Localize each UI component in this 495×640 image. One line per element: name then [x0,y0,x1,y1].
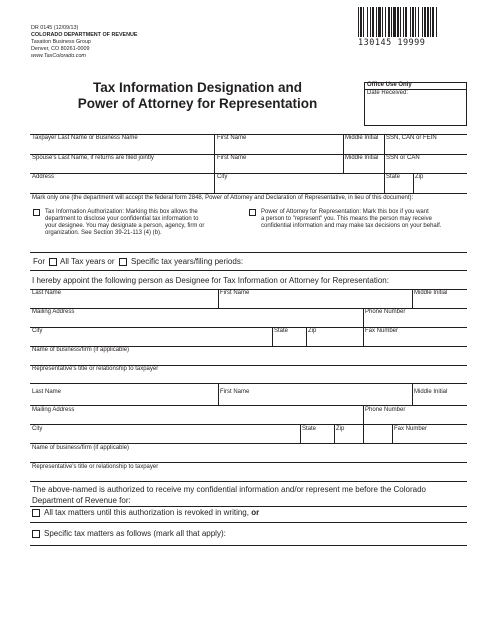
all-tax-matters-text: All tax matters until this authorization is revoked in writing, [44,508,249,517]
barcode-number: 130145 19999 [358,38,426,48]
rep2-zip-label: Zip [336,426,345,432]
rep2-mailing-label: Mailing Address [32,407,75,413]
spouse-first-name-label: First Name [217,155,247,161]
tia-text-line3: your designee. You may designate a person, agency, firm or [45,223,205,229]
specific-tax-years-checkbox[interactable] [119,258,127,266]
rep1-city-field[interactable] [30,328,272,346]
taxpayer-last-name-label: Taxpayer Last Name or Business Name [32,135,138,141]
department-name: COLORADO DEPARTMENT OF REVENUE [31,32,138,38]
taxpayer-address-label: Address [32,174,55,180]
rep2-phone-label: Phone Number [365,407,406,413]
group-name: Taxation Business Group [31,39,91,45]
taxpayer-zip-label: Zip [415,174,424,180]
tia-text-line2: department to disclose your confidential tax information to [45,216,199,222]
poa-text-line2: a person to "represent" you. This means the person may receive [261,216,432,222]
rep1-last-name-label: Last Name [32,290,62,296]
spouse-last-name-label: Spouse's Last Name, if returns are filed jointly [32,155,154,161]
taxpayer-city-label: City [217,174,228,180]
rep2-city-label: City [32,426,43,432]
taxpayer-middle-initial-label: Middle Initial [345,135,379,141]
poa-text-line3: confidential information and may make tax decisions on your behalf. [261,223,442,229]
taxpayer-ssn-label: SSN, CAN or FEIN [386,135,437,141]
rep2-state-label: State [302,426,317,432]
taxpayer-address-field[interactable] [30,174,214,193]
poa-text-line1: Power of Attorney for Representation: Mark this box if you want [261,209,429,215]
rep1-city-label: City [32,328,43,334]
spouse-middle-initial-label: Middle Initial [345,155,379,161]
tia-text-line1: Tax Information Authorization: Marking this box allows the [45,209,198,215]
page-title-line1: Tax Information Designation and [92,80,302,95]
specific-tax-matters-label: Specific tax matters as follows (mark all that apply): [44,529,226,538]
authorization-statement-line2: Department of Revenue for: [32,496,131,505]
rep2-title-label: Representative's title or relationship to taxpayer [32,464,159,470]
rep1-fax-label: Fax Number [365,328,399,334]
rep1-title-label: Representative's title or relationship to taxpayer [32,366,159,372]
rep2-mailing-field[interactable] [30,406,363,424]
tia-text-line4: organization. See Section 39-21-113 (4) (b). [45,230,162,236]
rep1-first-name-label: First Name [220,290,250,296]
tax-information-authorization-checkbox[interactable] [33,209,40,216]
page-title-line2: Power of Attorney for Representation [77,96,318,111]
all-tax-matters-checkbox[interactable] [32,509,40,517]
rep1-business-label: Name of business/firm (if applicable) [32,347,130,353]
rep1-state-label: State [274,328,289,334]
rep1-mailing-label: Mailing Address [32,309,75,315]
date-received-label: Date Received: [367,90,409,96]
rep2-last-name-label: Last Name [32,389,62,395]
barcode [356,7,468,37]
taxpayer-city-field[interactable] [215,174,384,193]
all-tax-years-checkbox[interactable] [49,258,57,266]
specific-tax-years-input[interactable] [262,255,466,269]
office-use-heading: Office Use Only [367,82,412,88]
form-number: DR 0145 (12/09/13) [31,25,79,31]
rep2-fax-label: Fax Number [394,426,428,432]
taxpayer-first-name-label: First Name [217,135,247,141]
for-label: For [33,257,45,266]
rep2-first-name-label: First Name [220,389,250,395]
or-label: or [251,508,260,517]
authorization-statement-line1: The above-named is authorized to receive my confidential information and/or represent me before the Colorado [32,485,426,494]
rep1-phone-label: Phone Number [365,309,406,315]
taxpayer-state-label: State [386,174,401,180]
rep1-zip-label: Zip [308,328,317,334]
specific-tax-years-label: Specific tax years/filing periods: [131,257,244,266]
rep2-business-label: Name of business/firm (if applicable) [32,445,130,451]
all-tax-years-label: All Tax years or [60,257,115,266]
rep1-middle-initial-label: Middle Initial [414,290,448,296]
appoint-statement: I hereby appoint the following person as Designee for Tax Information or Attorney for Representation: [32,276,389,285]
specific-tax-matters-checkbox[interactable] [32,530,40,538]
rep2-city-field[interactable] [30,425,300,443]
rep2-middle-initial-label: Middle Initial [414,389,448,395]
power-of-attorney-checkbox[interactable] [249,209,256,216]
all-tax-matters-label [44,508,259,518]
website: www.TaxColorado.com [31,53,86,59]
city-address: Denver, CO 80261-0009 [31,46,90,52]
spouse-ssn-label: SSN or CAN [386,155,420,161]
rep1-mailing-field[interactable] [30,309,363,327]
mark-one-instruction: Mark only one (the department will accept the federal form 2848, Power of Attorney and Declaration of Representative, in lieu of this document): [32,195,414,201]
